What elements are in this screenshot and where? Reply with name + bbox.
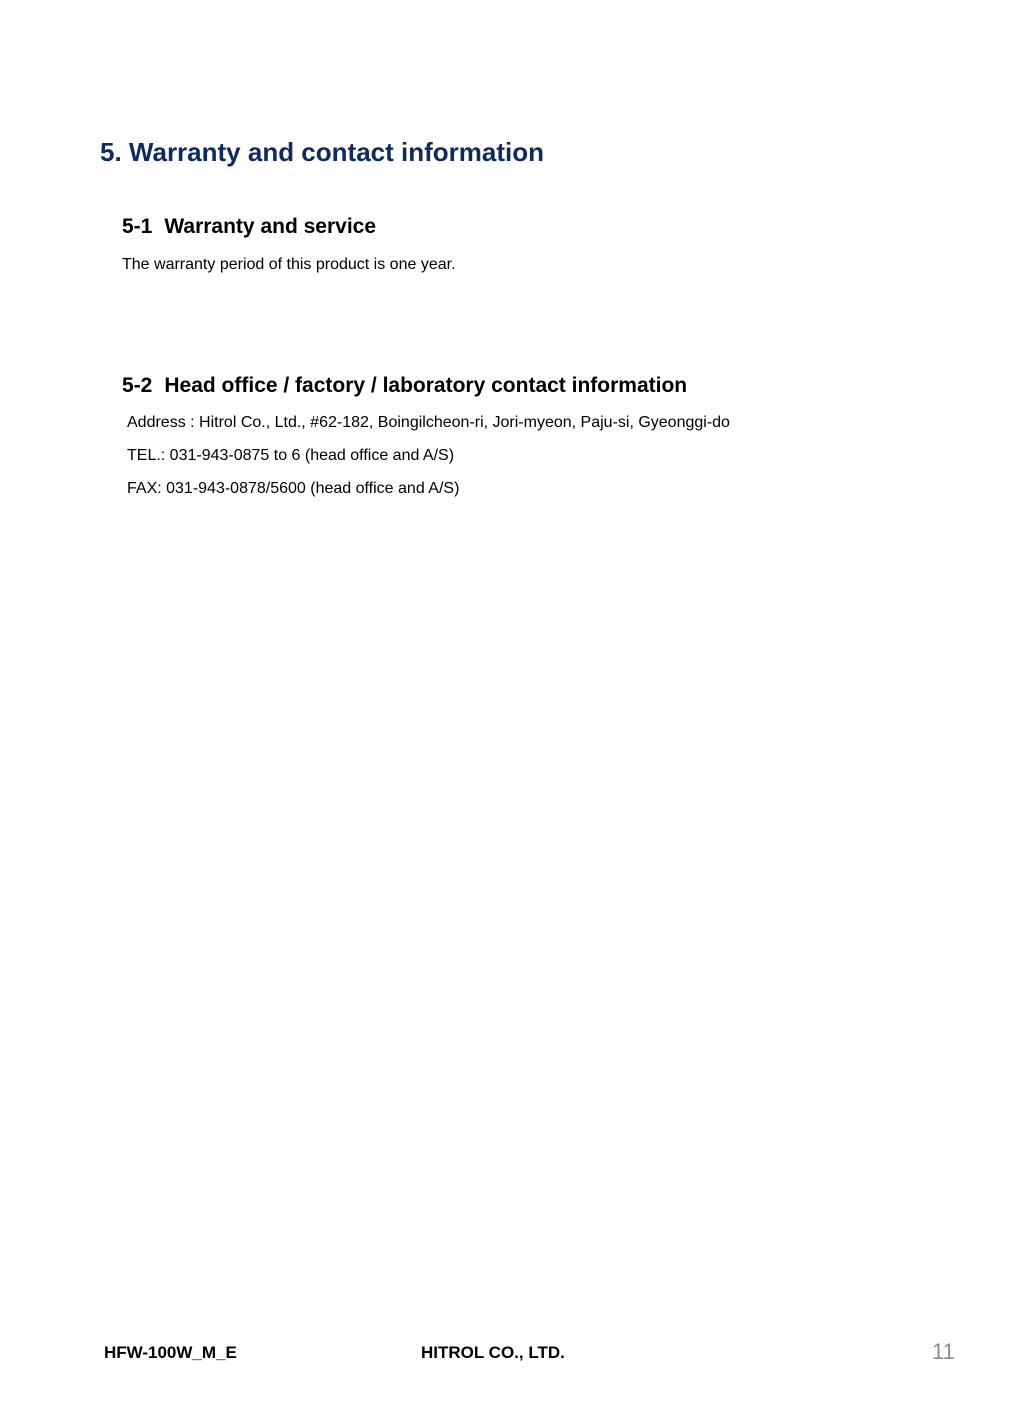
section-title: 5. Warranty and contact information — [100, 137, 544, 167]
footer-company: HITROL CO., LTD. — [421, 1343, 565, 1362]
page-number: 11 — [932, 1339, 955, 1364]
warranty-heading — [122, 215, 376, 239]
warranty-heading-text: Warranty and service — [164, 215, 377, 238]
contact-address: Address : Hitrol Co., Ltd., #62-182, Boingilcheon-ri, Jori-myeon, Paju-si, Gyeonggi-do — [127, 414, 730, 431]
contact-heading-number: 5-2 — [122, 374, 153, 397]
contact-heading-text: Head office / factory / laboratory contact information — [164, 374, 688, 397]
warranty-text: The warranty period of this product is one year. — [122, 256, 456, 273]
contact-heading — [122, 374, 687, 398]
warranty-heading-number: 5-1 — [122, 215, 153, 238]
footer-doc-code: HFW-100W_M_E — [104, 1343, 237, 1362]
contact-fax: FAX: 031-943-0878/5600 (head office and A/S) — [127, 480, 460, 497]
contact-tel: TEL.: 031-943-0875 to 6 (head office and A/S) — [127, 447, 455, 464]
